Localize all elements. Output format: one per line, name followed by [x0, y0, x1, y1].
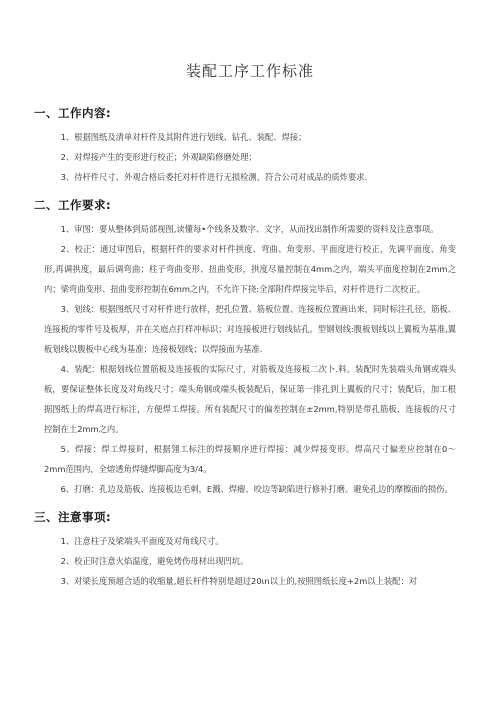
section-work-requirements	[34, 197, 456, 499]
paragraph: 1、注意柱子及梁端头平面度及对角线尺寸。	[60, 536, 224, 546]
section-heading: 一、工作内容:	[34, 106, 112, 120]
section-notes	[34, 509, 456, 591]
paragraph: 2、对焊接产生的变形进行校正；外观缺陷修磨处理；	[60, 152, 257, 162]
section-heading: 二、工作要求:	[34, 198, 112, 212]
paragraph: 3、待杆件尺寸、外观合格后委托对杆件进行无损检测，符合公司对成品的质炸要求.	[60, 172, 368, 182]
paragraph: 3、划线：根据图纸尺寸对杆件进行放样，把孔位置、筋板位置、连接板位置画出来，同时标注孔径，筋板、连接板的零件号及板厚，并在关庭点打样冲标识；对连接板进行划线钻孔。型钢划线:腹板划线以上翼板为基准,翼板划线以腹板中心线为基准；连接板划线；以焊接面为基准.	[44, 304, 456, 354]
paragraph: 1、根据图纸及清单对杆件及其附件进行划线、钻孔、装配、焊接；	[60, 132, 307, 142]
section-work-content	[34, 105, 456, 187]
document-title: 装配工序工作标准	[185, 62, 314, 80]
paragraph: 5、焊接：焊工焊接时，根据翎工标注的焊接顺序进行焊接：减少焊接变形。焊高尺寸偏差应控制在0～2mm范围内，全熔透角焊缝焊脚高度为3/4。	[44, 444, 456, 474]
paragraph: 2、校正：通过审图后，根据杆件的要求对杆件拱度、弯曲、角变形、平面度进行校正，先调平面度、角变形,再调拱度，最后调弯曲；柱子弯曲变形、扭曲变形，拱度尽量控制在4mm之内，端头平面度控制在2mm之内；梁弯曲变形、扭曲变形控制在6mm之内，不允许下挠:全部附件焊接完毕后，对杆件进行二次校正。	[44, 244, 456, 294]
paragraph: 1、审图：要从整体到局部视图,读懂每•个线条及数字、文字，从而找出制作所需要的资料及注意事项。	[60, 224, 439, 234]
paragraph: 4、装配：根据划线位置筋板及连接板的实际尺寸，对筋板及连接板二次卜.料。装配时先装端头角钢或端头板，要保证整体长度及对角线尺寸；端头角钢或端头板装配后，保证第一排孔到上翼板的尺寸；装配后，加工根据图纸上的焊高进行标注，方便焊工焊接。所有装配尺寸的偏差控制在±2mm,特别是带孔筋板、连接板的尺寸控制在土2mm之内。	[44, 364, 456, 434]
section-heading: 三、注意事项:	[34, 510, 112, 524]
paragraph: 3、对梁长度预超合适的收缩量,超长杆件特别是超过20ιn以上的,按照图纸长度+2m以上装配：对	[60, 576, 418, 586]
paragraph: 6、打磨：孔边及筋板、连接板边毛刺，E溅、焊瘤、咬边等缺陷进行修补打磨。避免孔边的摩擦面的损伤。	[60, 484, 453, 494]
paragraph: 2、校正时注意火焰温度，避免烤伤母材出现凹坑。	[60, 556, 249, 566]
